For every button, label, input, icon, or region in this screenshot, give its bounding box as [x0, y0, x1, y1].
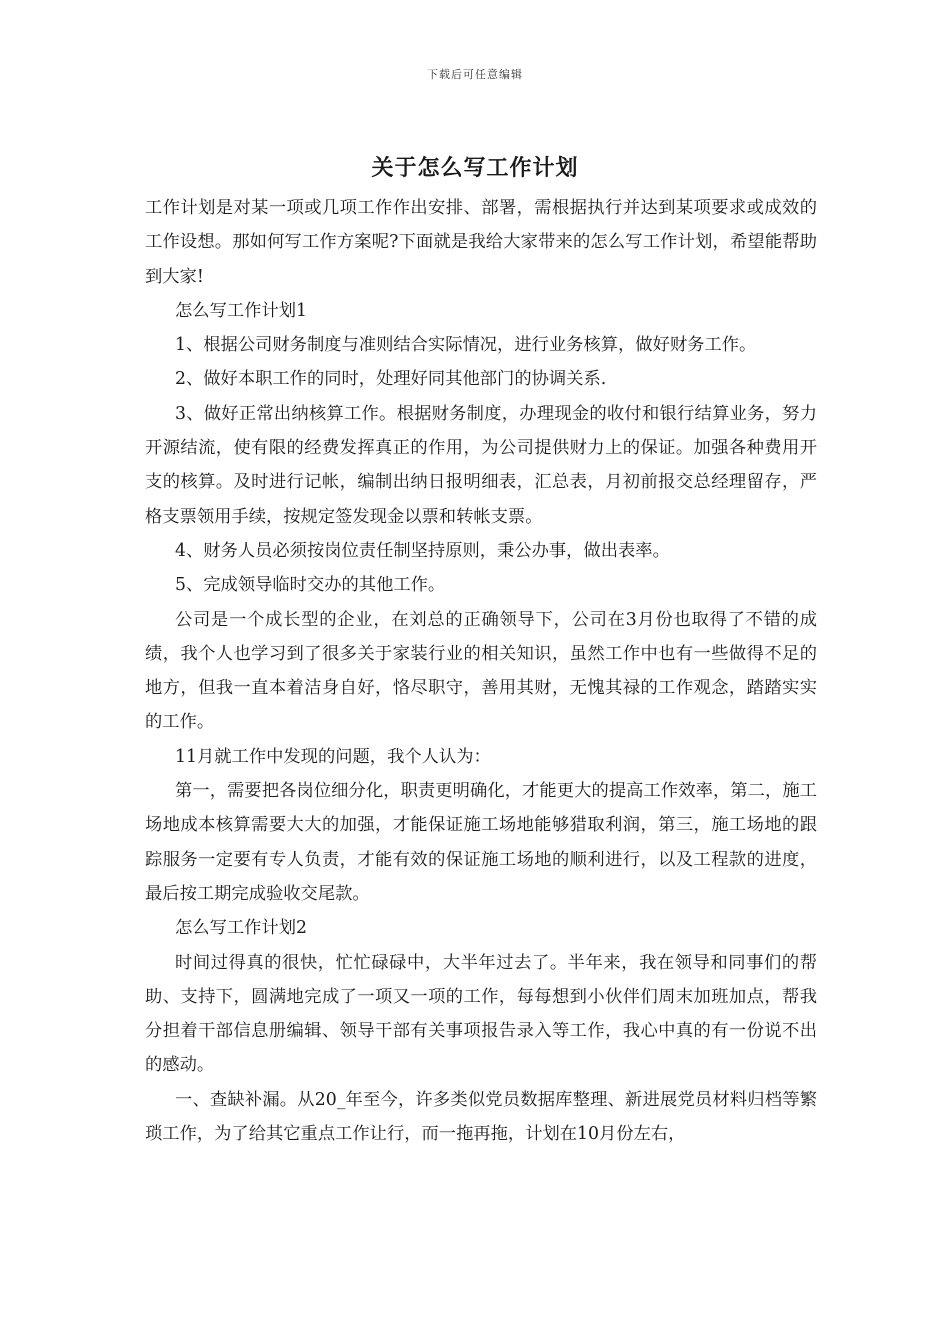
paragraph-fill-gaps: 一、查缺补漏。从20_年至今，许多类似党员数据库整理、新进展党员材料归档等繁琐工作，为了给其它重点工作让行，而一拖再拖，计划在10月份左右， — [145, 1089, 817, 1145]
paragraph-item-2: 2、做好本职工作的同时，处理好同其他部门的协调关系. — [175, 369, 607, 390]
paragraph-points: 第一，需要把各岗位细分化，职责更明确化，才能更大的提高工作效率，第二，施工场地成本核算需要大大的加强，才能保证施工场地能够猎取利润，第三，施工场地的跟踪服务一定要有专人负责，才能有效的保证施工场地的顺利进行，以及工程款的进度，最后按工期完成验收交尾款。 — [145, 781, 817, 904]
paragraph-item-4: 4、财务人员必须按岗位责任制坚持原则，秉公办事，做出表率。 — [175, 540, 670, 561]
paragraph-item-3: 3、做好正常出纳核算工作。根据财务制度，办理现金的收付和银行结算业务，努力开源结流，使有限的经费发挥真正的作用，为公司提供财力上的保证。加强各种费用开支的核算。及时进行记帐，编制出纳日报明细表，汇总表，月初前报交总经理留存，严格支票领用手续，按规定签发现金以票和转帐支票。 — [145, 403, 817, 527]
page-header-note: 下载后可任意编辑 — [427, 68, 523, 81]
section-heading-plan-2: 怎么写工作计划2 — [175, 918, 307, 939]
paragraph-half-year: 时间过得真的很快，忙忙碌碌中，大半年过去了。半年来，我在领导和同事们的帮助、支持下，圆满地完成了一项又一项的工作，每每想到小伙伴们周末加班加点，帮我分担着干部信息册编辑、领导干部有关事项报告录入等工作，我心中真的有一份说不出的感动。 — [145, 952, 817, 1076]
document-body — [145, 191, 817, 1151]
paragraph-intro: 工作计划是对某一项或几项工作作出安排、部署，需根据执行并达到某项要求或成效的工作设想。那如何写工作方案呢?下面就是我给大家带来的怎么写工作计划，希望能帮助到大家! — [145, 198, 817, 287]
section-heading-plan-1: 怎么写工作计划1 — [175, 300, 307, 321]
paragraph-november: 11月就工作中发现的问题，我个人认为： — [175, 746, 491, 767]
paragraph-company: 公司是一个成长型的企业，在刘总的正确领导下，公司在3月份也取得了不错的成绩，我个人也学习到了很多关于家装行业的相关知识，虽然工作中也有一些做得不足的地方，但我一直本着洁身自好，恪尽职守，善用其财，无愧其禄的工作观念，踏踏实实的工作。 — [145, 609, 817, 733]
paragraph-item-1: 1、根据公司财务制度与准则结合实际情况，进行业务核算，做好财务工作。 — [175, 335, 757, 356]
paragraph-item-5: 5、完成领导临时交办的其他工作。 — [175, 575, 446, 596]
document-title: 关于怎么写工作计划 — [371, 155, 579, 181]
